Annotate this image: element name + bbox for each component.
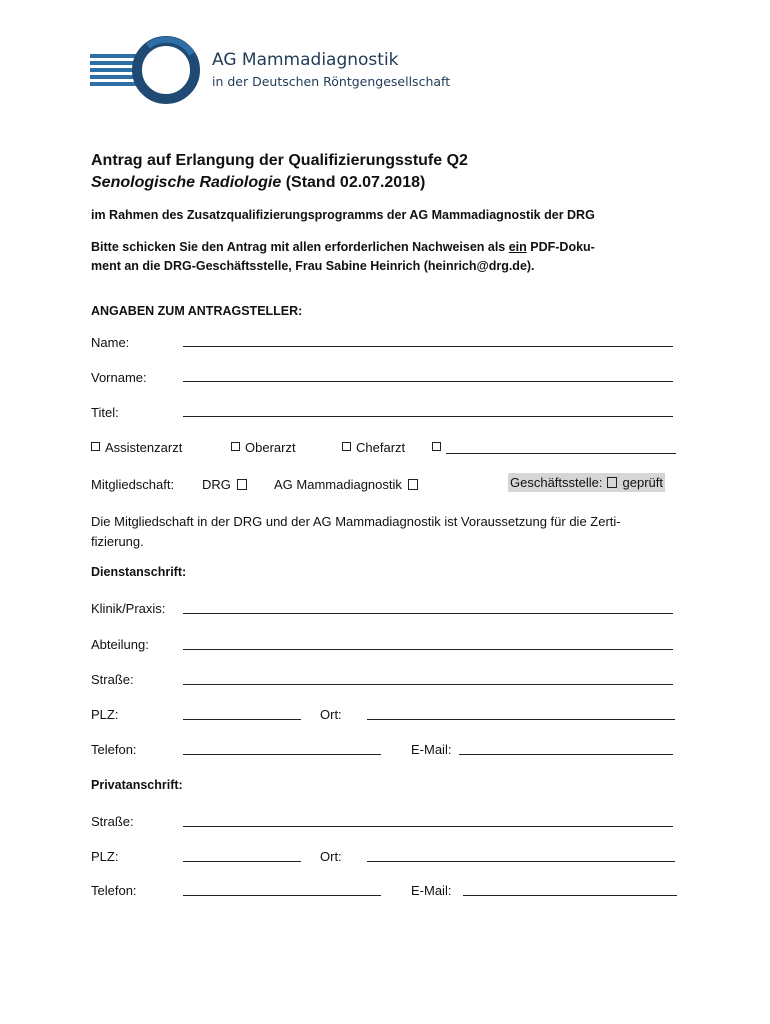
option-assistenzarzt[interactable]	[91, 440, 182, 455]
office-label: Geschäftsstelle:	[510, 475, 603, 490]
vorname-label: Vorname:	[91, 370, 147, 385]
titel-label: Titel:	[91, 405, 119, 420]
option-oberarzt[interactable]	[231, 440, 296, 455]
office-check	[508, 475, 665, 490]
subtitle-italic: Senologische Radiologie	[91, 174, 282, 191]
option-assistenzarzt-label: Assistenzarzt	[105, 440, 183, 455]
private-plz-field[interactable]	[183, 861, 301, 862]
option-ag-label: AG Mammadiagnostik	[274, 477, 402, 492]
option-drg-label: DRG	[202, 477, 231, 492]
document-title: Antrag auf Erlangung der Qualifizierungsstufe Q2	[91, 152, 468, 169]
membership-note-line: Die Mitgliedschaft in der DRG und der AG Mammadiagnostik ist Voraussetzung für die Zerti-	[91, 514, 621, 529]
titel-field[interactable]	[183, 416, 673, 417]
logo-name: AG Mammadiagnostik	[212, 50, 399, 70]
name-label: Name:	[91, 335, 130, 350]
option-chefarzt[interactable]	[342, 440, 405, 455]
checkbox-other[interactable]	[432, 442, 441, 451]
instruction-text	[91, 238, 595, 276]
service-email-field[interactable]	[459, 754, 673, 755]
instruction-part: Bitte schicken Sie den Antrag mit allen erforderlichen Nachweisen als	[91, 240, 509, 254]
option-oberarzt-label: Oberarzt	[245, 440, 296, 455]
instruction-emphasis: ein	[508, 240, 527, 254]
checkbox-chefarzt[interactable]	[342, 442, 351, 451]
option-other[interactable]	[432, 440, 446, 455]
service-strasse-field[interactable]	[183, 684, 673, 685]
service-telefon-field[interactable]	[183, 754, 381, 755]
private-strasse-field[interactable]	[183, 826, 673, 827]
section-private-heading: Privatanschrift:	[91, 778, 183, 792]
klinik-label: Klinik/Praxis:	[91, 601, 166, 616]
option-ag[interactable]	[274, 477, 418, 492]
logo-stripes	[90, 54, 138, 86]
checkbox-office[interactable]	[607, 477, 617, 488]
vorname-field[interactable]	[183, 381, 673, 382]
section-service-heading: Dienstanschrift:	[91, 565, 187, 579]
instruction-part: ment an die DRG-Geschäftsstelle, Frau Sabine Heinrich (heinrich@drg.de).	[91, 259, 535, 273]
private-plz-label: PLZ:	[91, 849, 119, 864]
checkbox-oberarzt[interactable]	[231, 442, 240, 451]
name-field[interactable]	[183, 346, 673, 347]
logo-subtitle: in der Deutschen Röntgengesellschaft	[212, 74, 451, 89]
option-drg[interactable]	[202, 477, 247, 492]
klinik-field[interactable]	[183, 613, 673, 614]
intro-text: im Rahmen des Zusatzqualifizierungsprogramms der AG Mammadiagnostik der DRG	[91, 208, 595, 222]
section-applicant-heading: ANGABEN ZUM ANTRAGSTELLER:	[91, 304, 303, 318]
logo-mark	[88, 32, 210, 108]
checkbox-drg[interactable]	[237, 479, 247, 490]
private-strasse-label: Straße:	[91, 814, 134, 829]
service-ort-label: Ort:	[320, 707, 342, 722]
option-chefarzt-label: Chefarzt	[356, 440, 406, 455]
private-telefon-field[interactable]	[183, 895, 381, 896]
membership-note-line: fizierung.	[91, 534, 144, 549]
instruction-part: PDF-Doku-	[526, 240, 595, 254]
private-ort-field[interactable]	[367, 861, 675, 862]
abteilung-field[interactable]	[183, 649, 673, 650]
membership-note	[91, 512, 621, 552]
other-position-field[interactable]	[446, 453, 676, 454]
membership-label: Mitgliedschaft:	[91, 477, 175, 492]
private-email-field[interactable]	[463, 895, 677, 896]
service-ort-field[interactable]	[367, 719, 675, 720]
service-email-label: E-Mail:	[411, 742, 452, 757]
service-telefon-label: Telefon:	[91, 742, 137, 757]
document-subtitle	[91, 174, 425, 192]
abteilung-label: Abteilung:	[91, 637, 149, 652]
service-strasse-label: Straße:	[91, 672, 134, 687]
private-email-label: E-Mail:	[411, 883, 452, 898]
office-checked-label: geprüft	[622, 475, 663, 490]
service-plz-field[interactable]	[183, 719, 301, 720]
service-plz-label: PLZ:	[91, 707, 119, 722]
private-ort-label: Ort:	[320, 849, 342, 864]
private-telefon-label: Telefon:	[91, 883, 137, 898]
checkbox-ag[interactable]	[408, 479, 418, 490]
office-check-highlight	[508, 473, 665, 492]
checkbox-assistenzarzt[interactable]	[91, 442, 100, 451]
subtitle-date: (Stand 02.07.2018)	[281, 174, 426, 191]
